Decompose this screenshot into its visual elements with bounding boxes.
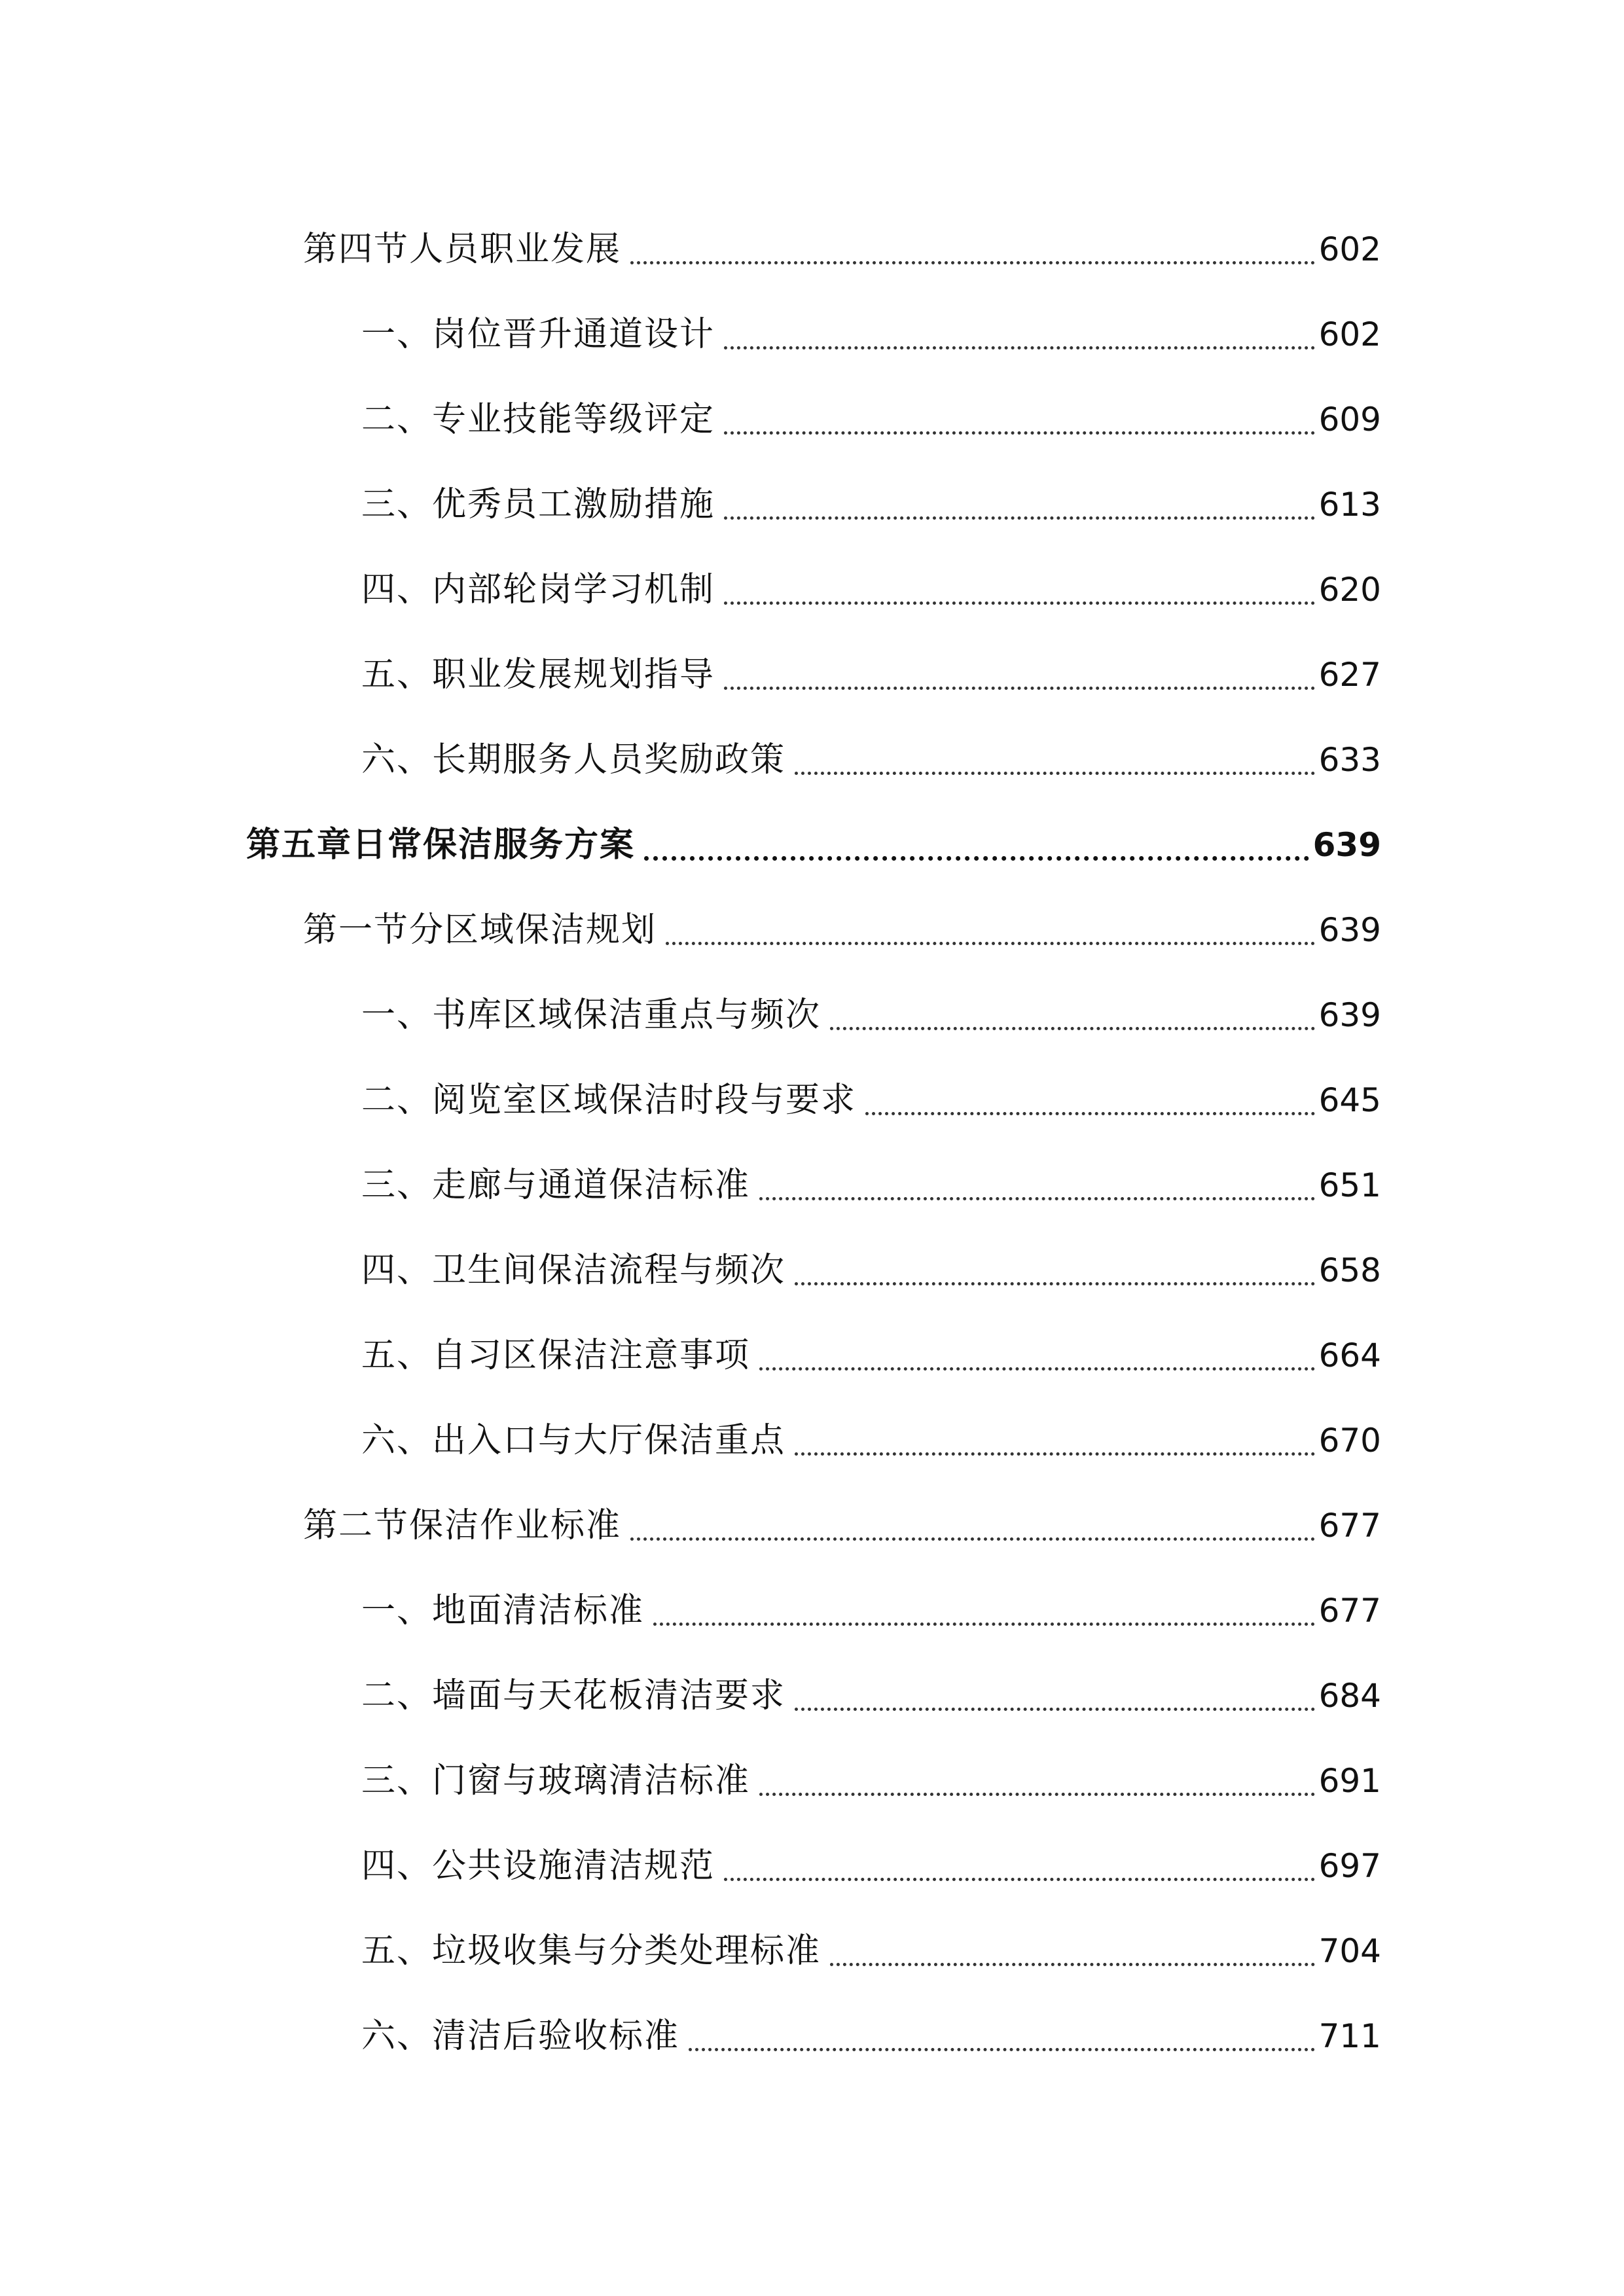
toc-entry-title: 三、门窗与玻璃清洁标准 <box>361 1761 751 1801</box>
toc-page-number: 639 <box>1318 911 1381 949</box>
toc-page-number: 677 <box>1318 1592 1381 1630</box>
toc-entry-title: 三、优秀员工激励措施 <box>361 485 715 524</box>
toc-page-number: 651 <box>1318 1166 1381 1204</box>
toc-subsection-entry[interactable] <box>361 554 1381 626</box>
toc-page-number: 670 <box>1318 1422 1381 1460</box>
toc-section-entry[interactable] <box>303 213 1381 285</box>
toc-entry-title: 二、墙面与天花板清洁要求 <box>361 1676 786 1715</box>
toc-page-number: 704 <box>1318 1932 1381 1970</box>
toc-page-number: 639 <box>1312 826 1381 864</box>
toc-page-number: 645 <box>1318 1081 1381 1119</box>
toc-entry-title: 六、出入口与大厅保洁重点 <box>361 1421 786 1460</box>
toc-subsection-entry[interactable] <box>361 639 1381 711</box>
toc-subsection-entry[interactable] <box>361 1064 1381 1136</box>
toc-dot-leader <box>830 1963 1315 1966</box>
toc-dot-leader <box>759 1367 1315 1371</box>
toc-subsection-entry[interactable] <box>361 979 1381 1051</box>
toc-subsection-entry[interactable] <box>361 469 1381 541</box>
toc-dot-leader <box>724 346 1315 350</box>
toc-page-number: 711 <box>1318 2017 1381 2055</box>
toc-dot-leader <box>759 1197 1315 1200</box>
toc-dot-leader <box>724 431 1315 435</box>
toc-subsection-entry[interactable] <box>361 1915 1381 1987</box>
toc-dot-leader <box>630 261 1315 264</box>
toc-page-number: 620 <box>1318 571 1381 609</box>
toc-chapter-entry[interactable] <box>246 809 1381 881</box>
toc-entry-title: 四、卫生间保洁流程与频次 <box>361 1251 786 1290</box>
toc-entry-title: 第五章日常保洁服务方案 <box>246 825 636 865</box>
toc-entry-title: 五、职业发展规划指导 <box>361 655 715 694</box>
toc-entry-title: 第四节人员职业发展 <box>303 230 622 269</box>
toc-page-number: 684 <box>1318 1677 1381 1715</box>
toc-subsection-entry[interactable] <box>361 1319 1381 1391</box>
toc-dot-leader <box>724 516 1315 520</box>
toc-page-number: 691 <box>1318 1762 1381 1800</box>
toc-page-number: 677 <box>1318 1507 1381 1545</box>
toc-dot-leader <box>724 687 1315 690</box>
toc-page-number: 664 <box>1318 1336 1381 1374</box>
toc-subsection-entry[interactable] <box>361 1575 1381 1647</box>
toc-subsection-entry[interactable] <box>361 384 1381 456</box>
toc-dot-leader <box>666 942 1315 945</box>
toc-subsection-entry[interactable] <box>361 1660 1381 1732</box>
toc-subsection-entry[interactable] <box>361 1234 1381 1306</box>
toc-page-number: 609 <box>1318 401 1381 439</box>
toc-subsection-entry[interactable] <box>361 1830 1381 1902</box>
toc-dot-leader <box>865 1112 1315 1115</box>
toc-entry-title: 一、岗位晋升通道设计 <box>361 315 715 354</box>
toc-dot-leader <box>830 1027 1315 1030</box>
toc-entry-title: 五、自习区保洁注意事项 <box>361 1336 751 1375</box>
toc-section-entry[interactable] <box>303 894 1381 966</box>
toc-dot-leader <box>724 1878 1315 1881</box>
toc-dot-leader <box>795 1708 1315 1711</box>
toc-dot-leader <box>724 601 1315 605</box>
toc-page-number: 697 <box>1318 1847 1381 1885</box>
toc-dot-leader <box>689 2048 1315 2051</box>
toc-subsection-entry[interactable] <box>361 298 1381 370</box>
toc-page-number: 613 <box>1318 486 1381 524</box>
toc-page-number: 602 <box>1318 230 1381 268</box>
toc-subsection-entry[interactable] <box>361 2000 1381 2072</box>
toc-dot-leader <box>795 1282 1315 1285</box>
toc-subsection-entry[interactable] <box>361 1149 1381 1221</box>
toc-entry-title: 第二节保洁作业标准 <box>303 1506 622 1545</box>
toc-page-number: 658 <box>1318 1251 1381 1289</box>
toc-dot-leader <box>759 1793 1315 1796</box>
toc-dot-leader <box>644 856 1309 861</box>
toc-subsection-entry[interactable] <box>361 1405 1381 1477</box>
toc-entry-title: 一、书库区域保洁重点与频次 <box>361 996 821 1035</box>
toc-entry-title: 一、地面清洁标准 <box>361 1591 645 1630</box>
toc-entry-title: 三、走廊与通道保洁标准 <box>361 1166 751 1205</box>
toc-entry-title: 四、内部轮岗学习机制 <box>361 570 715 609</box>
toc-page-number: 633 <box>1318 741 1381 779</box>
toc-entry-title: 五、垃圾收集与分类处理标准 <box>361 1931 821 1971</box>
toc-page-number: 627 <box>1318 656 1381 694</box>
toc-section-entry[interactable] <box>303 1490 1381 1562</box>
toc-dot-leader <box>795 1452 1315 1456</box>
toc-subsection-entry[interactable] <box>361 1745 1381 1817</box>
toc-entry-title: 六、长期服务人员奖励政策 <box>361 740 786 780</box>
toc-entry-title: 二、阅览室区域保洁时段与要求 <box>361 1081 857 1120</box>
toc-entry-title: 第一节分区域保洁规划 <box>303 910 657 950</box>
toc-entry-title: 六、清洁后验收标准 <box>361 2017 680 2056</box>
toc-subsection-entry[interactable] <box>361 724 1381 796</box>
toc-page-number: 602 <box>1318 315 1381 353</box>
toc-dot-leader <box>630 1537 1315 1541</box>
toc-entry-title: 四、公共设施清洁规范 <box>361 1846 715 1886</box>
toc-entry-title: 二、专业技能等级评定 <box>361 400 715 439</box>
toc-dot-leader <box>795 772 1315 775</box>
toc-page-number: 639 <box>1318 996 1381 1034</box>
toc-dot-leader <box>653 1623 1315 1626</box>
